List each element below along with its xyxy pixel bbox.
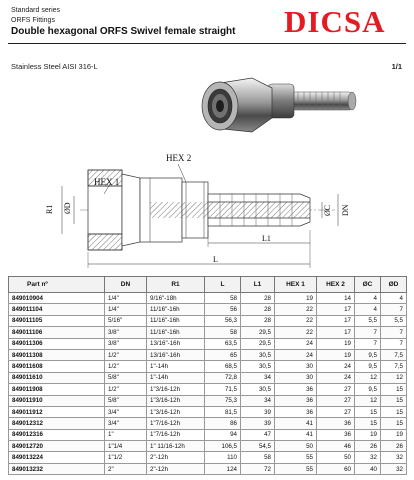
column-header: L1 <box>241 277 275 293</box>
header <box>0 0 414 58</box>
table-cell: 124 <box>205 463 241 474</box>
table-cell: 36 <box>275 384 317 395</box>
table-cell: 11/16"-16h <box>147 315 205 326</box>
table-cell: 30 <box>275 361 317 372</box>
table-cell: 9,5 <box>355 361 381 372</box>
part-number-cell: 849011610 <box>9 372 105 383</box>
table-cell: 55 <box>275 463 317 474</box>
column-header: HEX 1 <box>275 277 317 293</box>
table-cell: 9/16"-18h <box>147 293 205 304</box>
table-row <box>9 293 407 304</box>
dn-label: DN <box>341 204 350 216</box>
table-cell: 5/8" <box>105 395 147 406</box>
table-row <box>9 327 407 338</box>
table-cell: 1/2" <box>105 349 147 360</box>
table-cell: 1/2" <box>105 384 147 395</box>
table-cell: 110 <box>205 452 241 463</box>
column-header: ØD <box>381 277 407 293</box>
table-cell: 1"3/16-12h <box>147 384 205 395</box>
series-label: Standard series <box>11 7 61 14</box>
table-cell: 15 <box>381 406 407 417</box>
column-header: Part nº <box>9 277 105 293</box>
table-cell: 75,3 <box>205 395 241 406</box>
table-row <box>9 429 407 440</box>
column-header: DN <box>105 277 147 293</box>
table-cell: 3/4" <box>105 406 147 417</box>
table-cell: 72 <box>241 463 275 474</box>
table-cell: 68,5 <box>205 361 241 372</box>
table-row <box>9 395 407 406</box>
part-number-cell: 849011106 <box>9 327 105 338</box>
table-cell: 1"7/16-12h <box>147 418 205 429</box>
table-cell: 15 <box>381 418 407 429</box>
table-cell: 30,5 <box>241 349 275 360</box>
table-cell: 15 <box>381 395 407 406</box>
table-cell: 1/4" <box>105 304 147 315</box>
table-cell: 26 <box>381 441 407 452</box>
table-cell: 1"3/16-12h <box>147 406 205 417</box>
brand-logo: DICSA <box>284 4 386 39</box>
part-number-cell: 849011104 <box>9 304 105 315</box>
table-cell: 1"1/4 <box>105 441 147 452</box>
l-label: L <box>213 255 218 264</box>
part-number-cell: 849012312 <box>9 418 105 429</box>
table-cell: 1" <box>105 429 147 440</box>
table-row <box>9 406 407 417</box>
column-header: R1 <box>147 277 205 293</box>
part-number-cell: 849013224 <box>9 452 105 463</box>
part-number-cell: 849012316 <box>9 429 105 440</box>
table-cell: 41 <box>275 418 317 429</box>
part-number-cell: 849011306 <box>9 338 105 349</box>
column-header: ØC <box>355 277 381 293</box>
table-cell: 15 <box>355 406 381 417</box>
table-cell: 32 <box>381 463 407 474</box>
table-cell: 27 <box>317 406 355 417</box>
table-cell: 30 <box>275 372 317 383</box>
table-cell: 5/16" <box>105 315 147 326</box>
table-cell: 7 <box>355 338 381 349</box>
part-number-cell: 849011908 <box>9 384 105 395</box>
table-cell: 2"-12h <box>147 463 205 474</box>
table-cell: 32 <box>355 452 381 463</box>
table-cell: 19 <box>317 349 355 360</box>
table-cell: 19 <box>317 338 355 349</box>
table-cell: 7 <box>381 304 407 315</box>
table-cell: 26 <box>355 441 381 452</box>
table-cell: 27 <box>317 395 355 406</box>
table-cell: 15 <box>355 418 381 429</box>
table-cell: 34 <box>241 395 275 406</box>
oc-label: ØC <box>323 204 332 216</box>
table-row <box>9 361 407 372</box>
table-cell: 1"-14h <box>147 372 205 383</box>
table-cell: 13/16"-16h <box>147 338 205 349</box>
table-cell: 3/8" <box>105 327 147 338</box>
fitting-render <box>202 78 356 132</box>
table-cell: 36 <box>275 395 317 406</box>
table-cell: 32 <box>381 452 407 463</box>
table-cell: 36 <box>317 429 355 440</box>
material-label: Stainless Steel AISI 316-L <box>11 62 98 71</box>
table-cell: 5,5 <box>381 315 407 326</box>
hex2-label: HEX 2 <box>166 153 192 163</box>
table-cell: 58 <box>205 293 241 304</box>
table-cell: 34 <box>241 372 275 383</box>
table-row <box>9 463 407 474</box>
table-body <box>9 293 407 475</box>
table-cell: 55 <box>275 452 317 463</box>
table-cell: 40 <box>355 463 381 474</box>
table-cell: 22 <box>275 304 317 315</box>
table-cell: 12 <box>381 372 407 383</box>
table-row <box>9 418 407 429</box>
table-cell: 1"3/16-12h <box>147 395 205 406</box>
table-cell: 30,5 <box>241 361 275 372</box>
table-cell: 2" <box>105 463 147 474</box>
table-cell: 7 <box>381 338 407 349</box>
part-number-cell: 849011912 <box>9 406 105 417</box>
table-cell: 47 <box>241 429 275 440</box>
part-number-cell: 849011608 <box>9 361 105 372</box>
table-row <box>9 304 407 315</box>
dimensions-table <box>8 276 407 475</box>
column-header: HEX 2 <box>317 277 355 293</box>
table-cell: 1" 11/16-12h <box>147 441 205 452</box>
table-cell: 106,5 <box>205 441 241 452</box>
table-cell: 1/2" <box>105 361 147 372</box>
table-cell: 4 <box>355 304 381 315</box>
table-cell: 50 <box>317 452 355 463</box>
part-number-cell: 849012720 <box>9 441 105 452</box>
table-cell: 50 <box>275 441 317 452</box>
table-cell: 3/4" <box>105 418 147 429</box>
table-cell: 86 <box>205 418 241 429</box>
table-cell: 39 <box>241 406 275 417</box>
page-number: 1/1 <box>391 62 402 71</box>
table-cell: 7 <box>355 327 381 338</box>
table-cell: 58 <box>241 452 275 463</box>
table-header-row <box>9 277 407 293</box>
table-cell: 81,5 <box>205 406 241 417</box>
table-row <box>9 315 407 326</box>
hex1-label: HEX 1 <box>94 177 120 187</box>
table-cell: 3/8" <box>105 338 147 349</box>
family-label: ORFS Fittings <box>11 17 55 24</box>
table-cell: 13/16"-16h <box>147 349 205 360</box>
table-cell: 1/4" <box>105 293 147 304</box>
table-cell: 5/8" <box>105 372 147 383</box>
table-cell: 24 <box>275 349 317 360</box>
table-cell: 7 <box>381 327 407 338</box>
table-cell: 14 <box>317 293 355 304</box>
table-cell: 29,5 <box>241 338 275 349</box>
column-header: L <box>205 277 241 293</box>
table-cell: 22 <box>275 315 317 326</box>
table-cell: 56,3 <box>205 315 241 326</box>
table-cell: 63,5 <box>205 338 241 349</box>
table-row <box>9 338 407 349</box>
r1-label: R1 <box>45 204 54 214</box>
table-cell: 11/16"-16h <box>147 304 205 315</box>
table-cell: 12 <box>355 372 381 383</box>
table-cell: 29,5 <box>241 327 275 338</box>
table-cell: 1"7/16-12h <box>147 429 205 440</box>
table-cell: 7,5 <box>381 361 407 372</box>
part-number-cell: 849010904 <box>9 293 105 304</box>
table-cell: 72,8 <box>205 372 241 383</box>
table-cell: 24 <box>317 361 355 372</box>
table-row <box>9 452 407 463</box>
table-cell: 1"1/2 <box>105 452 147 463</box>
table-cell: 19 <box>275 293 317 304</box>
header-divider <box>8 43 406 44</box>
table-cell: 46 <box>317 441 355 452</box>
table-cell: 9,5 <box>355 349 381 360</box>
table-cell: 5,5 <box>355 315 381 326</box>
table-cell: 4 <box>355 293 381 304</box>
table-cell: 24 <box>275 338 317 349</box>
table-cell: 36 <box>317 418 355 429</box>
table-cell: 58 <box>205 327 241 338</box>
table-cell: 71,5 <box>205 384 241 395</box>
table-cell: 54,5 <box>241 441 275 452</box>
table-cell: 56 <box>205 304 241 315</box>
table-cell: 94 <box>205 429 241 440</box>
table-cell: 11/16"-16h <box>147 327 205 338</box>
table-row <box>9 384 407 395</box>
l1-label: L1 <box>262 234 271 243</box>
table-cell: 28 <box>241 315 275 326</box>
table-cell: 41 <box>275 429 317 440</box>
part-number-cell: 849011105 <box>9 315 105 326</box>
table-cell: 22 <box>275 327 317 338</box>
table-cell: 65 <box>205 349 241 360</box>
table-cell: 28 <box>241 293 275 304</box>
product-title: Double hexagonal ORFS Swivel female straight <box>11 26 236 37</box>
table-cell: 36 <box>275 406 317 417</box>
table-cell: 12 <box>355 395 381 406</box>
table-cell: 2"-12h <box>147 452 205 463</box>
table-cell: 9,5 <box>355 384 381 395</box>
part-number-cell: 849011910 <box>9 395 105 406</box>
table-cell: 27 <box>317 384 355 395</box>
table-cell: 39 <box>241 418 275 429</box>
table-cell: 17 <box>317 315 355 326</box>
od-label: ØD <box>63 202 72 214</box>
part-number-cell: 849011308 <box>9 349 105 360</box>
table-cell: 19 <box>381 429 407 440</box>
table-cell: 17 <box>317 304 355 315</box>
part-number-cell: 849013232 <box>9 463 105 474</box>
table-cell: 24 <box>317 372 355 383</box>
table-cell: 28 <box>241 304 275 315</box>
table-row <box>9 349 407 360</box>
table-cell: 30,5 <box>241 384 275 395</box>
table-cell: 17 <box>317 327 355 338</box>
table-row <box>9 372 407 383</box>
technical-drawing <box>0 70 414 275</box>
table-cell: 15 <box>381 384 407 395</box>
table-row <box>9 441 407 452</box>
table-cell: 19 <box>355 429 381 440</box>
table-cell: 7,5 <box>381 349 407 360</box>
table-cell: 1"-14h <box>147 361 205 372</box>
table-cell: 60 <box>317 463 355 474</box>
table-cell: 4 <box>381 293 407 304</box>
